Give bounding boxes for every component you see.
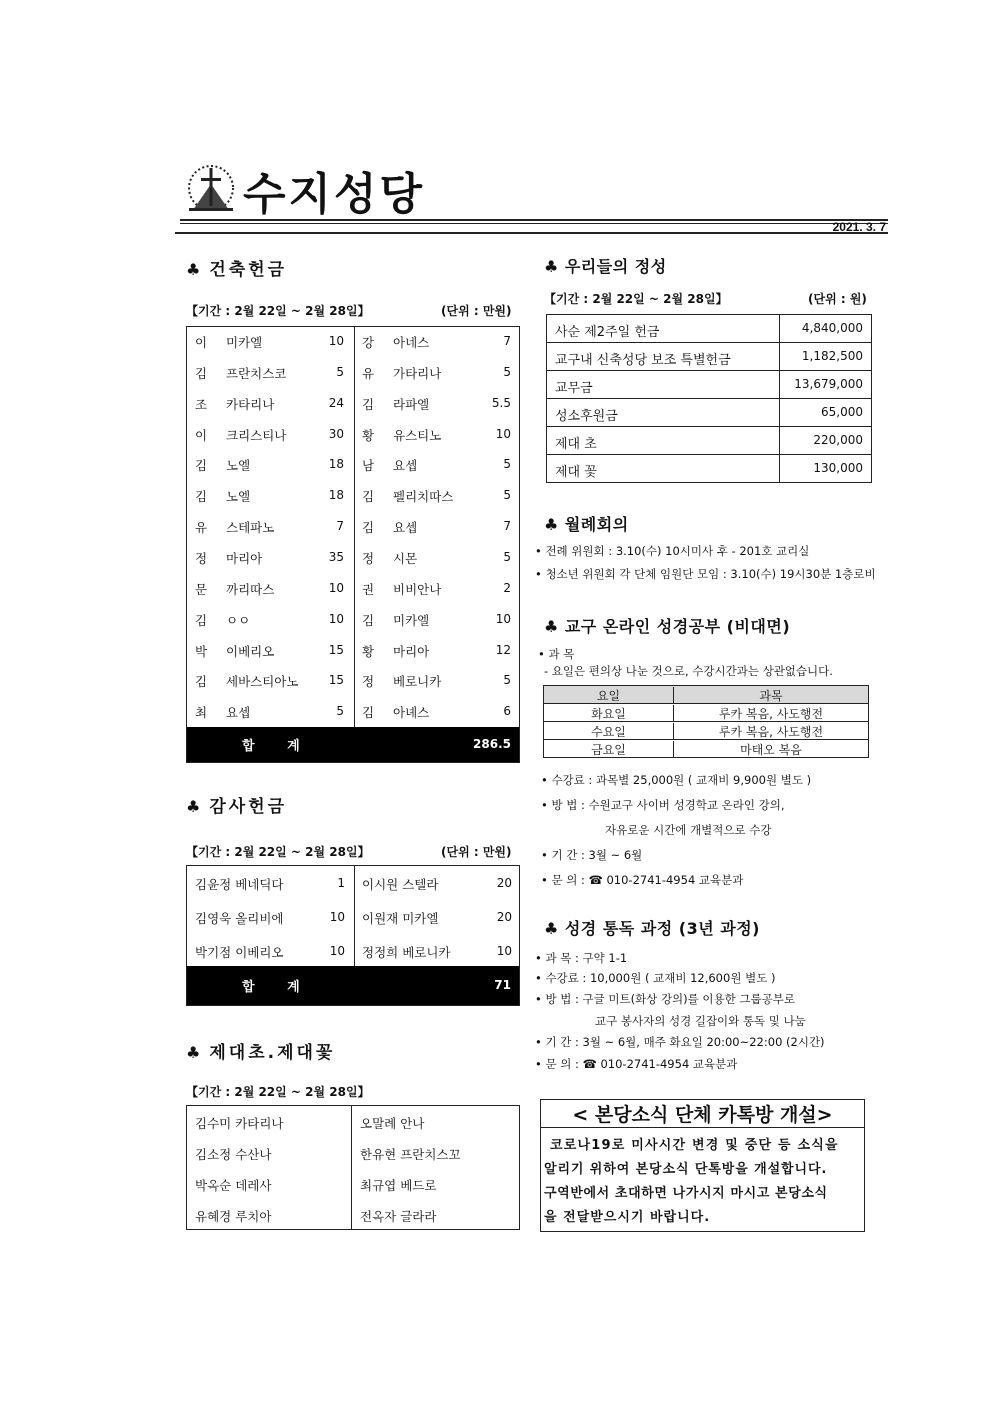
offering-amount: 1,182,500 [801, 349, 863, 363]
offering-item: 사순 제2주일 헌금 [555, 325, 660, 340]
club-icon: ♣ [544, 257, 559, 276]
bible-online-note: - 요일은 편의상 나눈 것으로, 수강시간과는 상관없습니다. [544, 664, 833, 678]
donation-amount: 12 [495, 642, 511, 657]
donation-amount: 7 [503, 334, 511, 348]
meeting-section-title: ♣ 월례회의 [544, 515, 629, 534]
donation-amount: 18 [328, 457, 344, 472]
donor-name: 이원재 미카엘 [362, 911, 439, 926]
thanks-donation-table [186, 865, 520, 1006]
donation-amount: 10 [329, 910, 345, 924]
offering-section-title: ♣ 우리들의 정성 [544, 257, 667, 276]
thanks-period: 【기간 : 2월 22일 ~ 2월 28일】 [186, 845, 370, 859]
donor-baptismal-name: 노엘 [226, 489, 251, 505]
donation-amount: 35 [328, 549, 344, 564]
donor-surname: 김 [362, 520, 375, 536]
donor-surname: 김 [195, 489, 208, 505]
notice-line: 을 전달받으시기 바랍니다. [544, 1210, 711, 1225]
donation-amount: 10 [328, 334, 344, 348]
schedule-header-subject: 과목 [673, 687, 868, 704]
donation-amount: 15 [328, 673, 344, 688]
donor-baptismal-name: 펠리치따스 [393, 489, 454, 505]
building-total-bar [187, 727, 519, 762]
altar-period: 【기간 : 2월 22일 ~ 2월 28일】 [186, 1085, 370, 1099]
donor-surname: 정 [362, 674, 375, 690]
donor-baptismal-name: 미카엘 [226, 335, 263, 350]
bible-online-item: 자유로운 시간에 개별적으로 수강 [605, 823, 772, 837]
donation-amount: 5 [503, 488, 511, 503]
donor-name: 한유현 프란치스꼬 [360, 1147, 461, 1162]
offering-item: 제대 초 [555, 437, 597, 452]
donor-name: 박기점 이베리오 [195, 945, 284, 960]
donor-surname: 김 [362, 396, 375, 412]
donor-surname: 유 [362, 365, 375, 381]
offering-row [547, 371, 871, 399]
header-divider [180, 219, 888, 224]
offering-row [547, 455, 871, 483]
donor-baptismal-name: ㅇㅇ [226, 612, 251, 628]
bible-online-item: • 방 법 : 수원교구 사이버 성경학교 온라인 강의, [541, 798, 785, 812]
bible-online-item: • 문 의 : ☎ 010-2741-4954 교육분과 [541, 873, 744, 887]
donor-baptismal-name: 가타리나 [393, 365, 442, 381]
donation-amount: 10 [496, 944, 512, 958]
donation-amount: 5 [503, 457, 511, 472]
schedule-day: 화요일 [591, 707, 626, 721]
bible-schedule-table [543, 685, 869, 758]
donor-baptismal-name: 요셉 [226, 705, 251, 721]
donation-amount: 20 [496, 910, 512, 924]
offering-item: 제대 꽃 [555, 465, 597, 480]
donor-name: 박옥순 데레사 [195, 1178, 272, 1193]
donation-amount: 20 [496, 876, 512, 890]
schedule-subject: 루카 복음, 사도행전 [673, 723, 868, 740]
schedule-day: 금요일 [591, 743, 626, 757]
notice-line: 알리기 위하여 본당소식 단톡방을 개설합니다. [544, 1162, 828, 1177]
offering-amount: 13,679,000 [794, 377, 863, 391]
donor-baptismal-name: 비비안나 [393, 581, 442, 597]
donor-baptismal-name: 마리아 [226, 550, 263, 566]
donor-surname: 황 [362, 643, 375, 659]
club-icon: ♣ [544, 515, 559, 534]
donor-baptismal-name: 까리따스 [226, 581, 275, 597]
donor-baptismal-name: 프란치스코 [226, 365, 287, 381]
club-icon: ♣ [186, 797, 204, 816]
donor-surname: 이 [195, 335, 208, 350]
donor-surname: 권 [362, 581, 375, 597]
donor-surname: 김 [195, 674, 208, 690]
donor-baptismal-name: 라파엘 [393, 396, 430, 412]
page-header [180, 160, 888, 235]
club-icon: ♣ [186, 1043, 204, 1062]
column-divider [354, 327, 355, 728]
donor-surname: 문 [195, 581, 208, 597]
donation-amount: 24 [328, 395, 344, 410]
club-icon: ♣ [544, 617, 559, 636]
donor-baptismal-name: 마리아 [393, 643, 430, 659]
notice-line: 구역반에서 초대하면 나가시지 마시고 본당소식 [544, 1186, 828, 1201]
offering-row [547, 427, 871, 455]
donor-surname: 정 [195, 550, 208, 566]
donor-baptismal-name: 아네스 [393, 335, 430, 350]
total-label: 합 계 [242, 980, 314, 995]
schedule-row [544, 704, 868, 722]
header-underline [175, 232, 888, 234]
donor-name: 유혜경 루치아 [195, 1209, 272, 1224]
building-total-amount: 286.5 [473, 737, 511, 751]
offering-amount: 65,000 [821, 405, 863, 419]
offering-item: 교무금 [555, 381, 593, 396]
bible-reading-item: • 방 법 : 구글 미트(화상 강의)를 이용한 그룹공부로 [535, 992, 795, 1006]
schedule-row [544, 722, 868, 740]
donor-baptismal-name: 세바스티아노 [226, 674, 299, 690]
donor-name: 최규엽 베드로 [360, 1178, 437, 1193]
building-unit: (단위 : 만원) [441, 304, 512, 318]
donor-baptismal-name: 크리스티나 [226, 427, 287, 443]
kakaotalk-notice-box [540, 1099, 865, 1232]
donor-surname: 정 [362, 550, 375, 566]
donor-baptismal-name: 미카엘 [393, 612, 430, 628]
donor-surname: 황 [362, 427, 375, 443]
thanks-unit: (단위 : 만원) [441, 845, 512, 859]
altar-section-title: ♣ 제대초.제대꽃 [186, 1043, 336, 1063]
schedule-subject: 루카 복음, 사도행전 [673, 705, 868, 722]
donation-amount: 6 [503, 704, 511, 719]
donor-baptismal-name: 아녜스 [393, 705, 430, 721]
page-title: 수지성당 [243, 169, 426, 220]
donation-amount: 10 [495, 426, 511, 441]
donation-amount: 15 [328, 642, 344, 657]
donor-surname: 남 [362, 458, 375, 474]
column-divider [354, 866, 355, 967]
donor-baptismal-name: 유스티노 [393, 427, 442, 443]
thanks-section-title: ♣ 감사헌금 [186, 797, 288, 817]
donation-amount: 10 [329, 944, 345, 958]
donation-amount: 10 [328, 580, 344, 595]
donor-name: 이시원 스텔라 [362, 877, 439, 892]
offering-row [547, 399, 871, 427]
donor-name: 정정희 베로니카 [362, 945, 451, 960]
donor-surname: 김 [362, 612, 375, 628]
donor-name: 김수미 카타리나 [195, 1116, 284, 1131]
donor-surname: 김 [195, 458, 208, 474]
donor-surname: 강 [362, 335, 375, 350]
bible-reading-section-title: ♣ 성경 통독 과정 (3년 과정) [544, 919, 760, 938]
donor-name: 김윤정 베네딕다 [195, 877, 284, 892]
donation-amount: 7 [503, 519, 511, 534]
donation-amount: 2 [503, 580, 511, 595]
offering-amount: 4,840,000 [801, 321, 863, 335]
building-period: 【기간 : 2월 22일 ~ 2월 28일】 [186, 304, 370, 318]
building-section-title: ♣ 건축헌금 [186, 260, 288, 280]
donation-amount: 5 [503, 549, 511, 564]
meeting-item: • 청소년 위원회 각 단체 임원단 모임 : 3.10(수) 19시30분 1층로비 [535, 567, 876, 581]
bible-reading-item: • 기 간 : 3월 ~ 6월, 매주 화요일 20:00~22:00 (2시간) [535, 1035, 825, 1049]
club-icon: ♣ [186, 260, 204, 279]
altar-donor-table [186, 1105, 520, 1230]
donor-surname: 김 [362, 705, 375, 721]
club-icon: ♣ [544, 919, 559, 938]
donor-baptismal-name: 노엘 [226, 458, 251, 474]
offering-unit: (단위 : 원) [808, 292, 867, 306]
notice-line: 코로나19로 미사시간 변경 및 중단 등 소식을 [550, 1138, 839, 1153]
donor-name: 전옥자 글라라 [360, 1209, 437, 1224]
donor-surname: 유 [195, 520, 208, 536]
thanks-total-amount: 71 [494, 978, 511, 992]
meeting-item: • 전례 위원회 : 3.10(수) 10시미사 후 - 201호 교리실 [535, 544, 810, 558]
offering-item: 성소후원금 [555, 409, 618, 424]
donor-baptismal-name: 베로니카 [393, 674, 442, 690]
donor-baptismal-name: 요셉 [393, 520, 418, 536]
offering-amount: 220,000 [813, 433, 863, 447]
building-donation-table [186, 326, 520, 763]
donor-surname: 최 [195, 705, 208, 721]
bible-reading-item: 교구 봉사자의 성경 길잡이와 통독 및 나눔 [595, 1014, 806, 1028]
donor-baptismal-name: 요셉 [393, 458, 418, 474]
donor-baptismal-name: 시몬 [393, 550, 418, 566]
donation-amount: 5.5 [491, 395, 511, 410]
donation-amount: 30 [328, 426, 344, 441]
donor-baptismal-name: 이베리오 [226, 643, 275, 659]
donor-name: 김영욱 올리비에 [195, 911, 284, 926]
donor-surname: 김 [362, 489, 375, 505]
notice-body [544, 1134, 862, 1230]
notice-title: < 본당소식 단체 카톡방 개설> [541, 1098, 864, 1128]
bible-reading-item: • 수강료 : 10,000원 ( 교재비 12,600원 별도 ) [535, 971, 776, 985]
donation-amount: 7 [336, 519, 344, 534]
donation-amount: 5 [336, 704, 344, 719]
donor-baptismal-name: 카타리나 [226, 396, 275, 412]
church-logo-icon [185, 162, 237, 220]
bible-reading-item: • 문 의 : ☎ 010-2741-4954 교육분과 [535, 1057, 738, 1071]
total-label: 합 계 [242, 739, 314, 754]
donor-name: 김소정 수산나 [195, 1147, 272, 1162]
offering-amount: 130,000 [813, 461, 863, 475]
schedule-day: 수요일 [591, 725, 626, 739]
donation-amount: 1 [337, 876, 345, 890]
donation-amount: 10 [328, 611, 344, 626]
donation-amount: 5 [503, 364, 511, 379]
donation-amount: 5 [336, 364, 344, 379]
schedule-subject: 마태오 복음 [673, 741, 868, 758]
offering-period: 【기간 : 2월 22일 ~ 2월 28일】 [544, 292, 728, 306]
donation-amount: 18 [328, 488, 344, 503]
bible-online-item: • 수강료 : 과목별 25,000원 ( 교재비 9,900원 별도 ) [541, 773, 812, 787]
schedule-header-row [544, 686, 868, 704]
bible-online-item: • 기 간 : 3월 ~ 6월 [541, 848, 643, 862]
offering-row [547, 343, 871, 371]
bible-online-section-title: ♣ 교구 온라인 성경공부 (비대면) [544, 617, 791, 636]
offering-item: 교구내 신축성당 보조 특별헌금 [555, 353, 731, 368]
donor-surname: 이 [195, 427, 208, 443]
schedule-row [544, 740, 868, 758]
schedule-header-day: 요일 [596, 689, 621, 703]
donation-amount: 5 [503, 673, 511, 688]
thanks-total-bar [187, 966, 519, 1005]
bible-reading-item: • 과 목 : 구약 1-1 [535, 951, 628, 965]
donor-surname: 김 [195, 612, 208, 628]
column-divider [351, 1106, 352, 1229]
donor-surname: 조 [195, 396, 208, 412]
donor-surname: 김 [195, 365, 208, 381]
offering-row [547, 315, 871, 343]
donation-amount: 10 [495, 611, 511, 626]
offering-table [546, 314, 872, 483]
donor-baptismal-name: 스테파노 [226, 520, 275, 536]
donor-name: 오말례 안나 [360, 1116, 425, 1131]
bible-online-subject: • 과 목 [538, 647, 575, 661]
issue-date: 2021. 3. 7 [832, 220, 886, 234]
donor-surname: 박 [195, 643, 208, 659]
